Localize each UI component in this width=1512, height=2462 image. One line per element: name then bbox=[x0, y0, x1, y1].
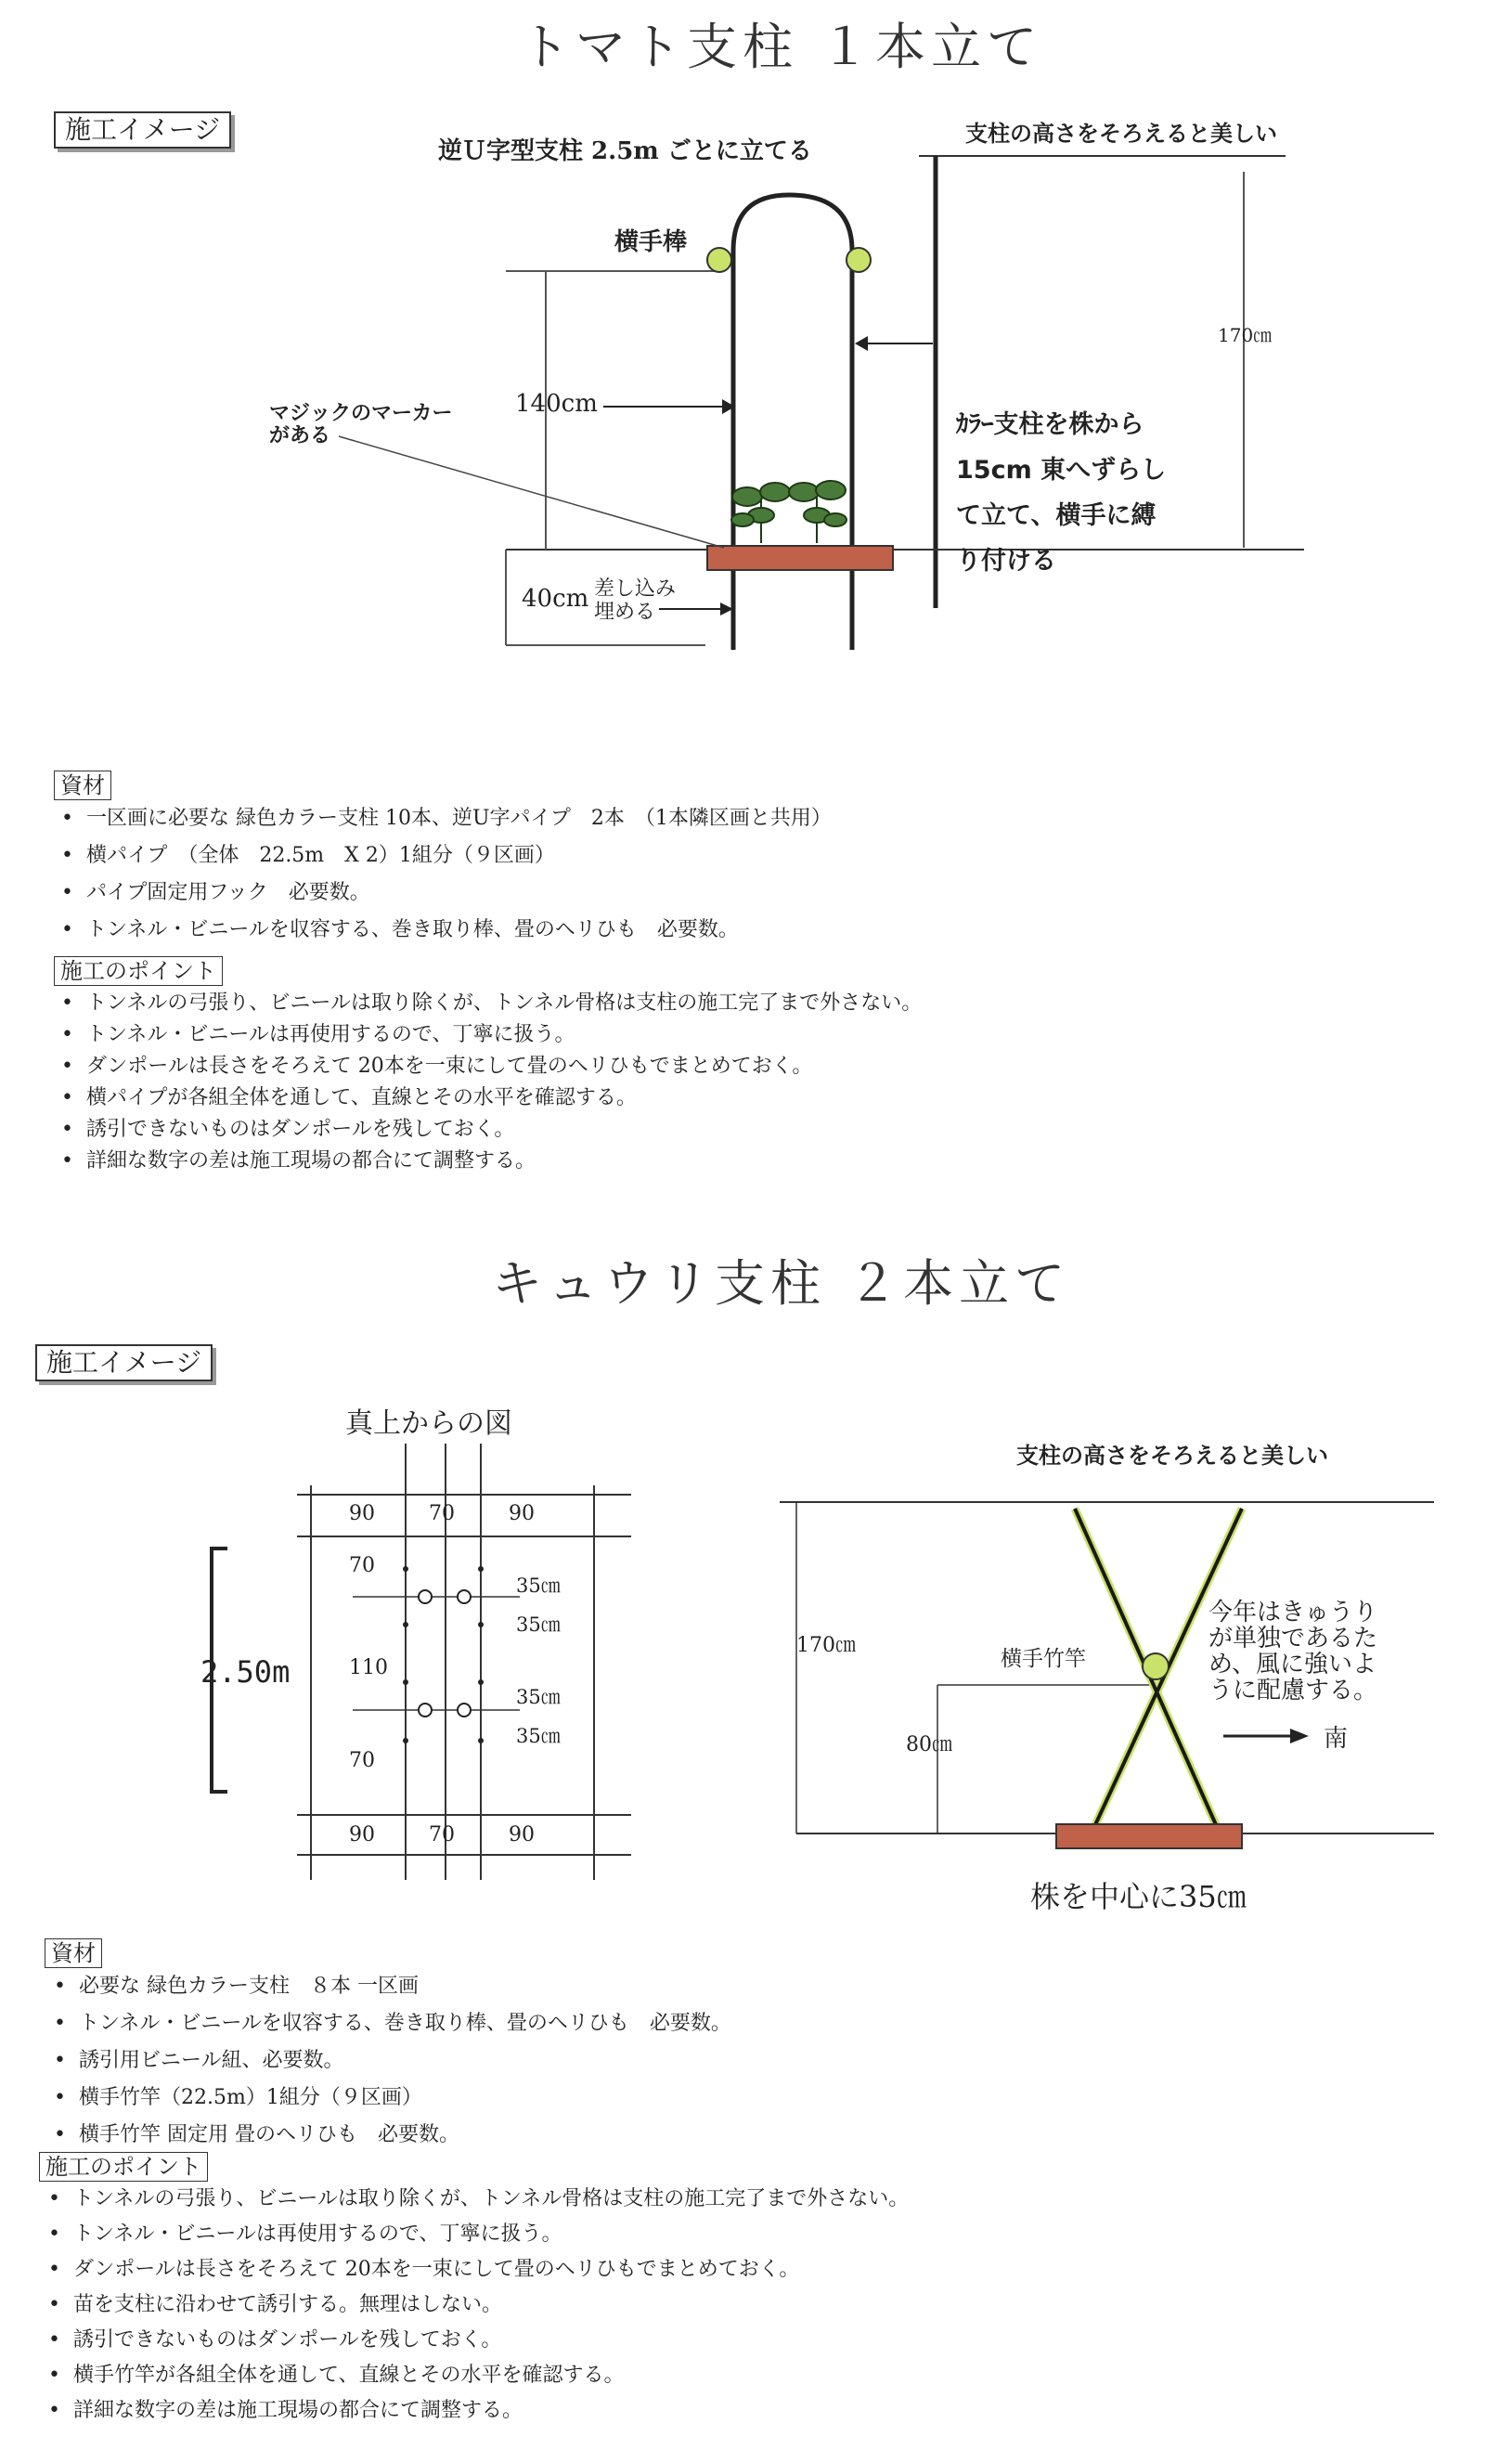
grid-bottom-2: 70 bbox=[429, 1823, 455, 1846]
grid-right-4: 35㎝ bbox=[516, 1725, 561, 1747]
list-item: • 誘引できないものはダンポールを残しておく。 bbox=[48, 2323, 909, 2358]
plant-spot-icon bbox=[458, 1704, 471, 1717]
list-item: • 横パイプ （全体 22.5m X 2）1組分（９区画） bbox=[61, 837, 832, 875]
grid-top-3: 90 bbox=[509, 1502, 535, 1525]
bamboo-crossbar-icon bbox=[1143, 1653, 1169, 1679]
grid-top-1: 90 bbox=[349, 1502, 375, 1525]
insert-label-2: 埋める bbox=[594, 601, 656, 624]
top-view-title: 真上からの図 bbox=[345, 1407, 512, 1440]
south-arrow-icon bbox=[1290, 1729, 1309, 1743]
cucumber-points-tag: 施工のポイント bbox=[39, 2152, 208, 2182]
bamboo-crossbar-label: 横手竹竿 bbox=[1001, 1647, 1086, 1671]
grid-right-3: 35㎝ bbox=[516, 1686, 561, 1708]
length-2-50-label: 2.50m bbox=[200, 1654, 291, 1690]
u-support-label: 逆Ｕ字型支柱 2.5m ごとに立てる bbox=[438, 137, 812, 165]
list-item: • トンネルの弓張り、ビニールは取り除くが、トンネル骨格は支柱の施工完了まで外さない。 bbox=[61, 988, 922, 1019]
cucumber-height-80-label: 80㎝ bbox=[906, 1733, 952, 1756]
tomato-points-tag: 施工のポイント bbox=[54, 956, 223, 986]
cucumber-section-image-tag: 施工イメージ bbox=[35, 1344, 213, 1381]
plant-spot-icon bbox=[458, 1590, 471, 1603]
color-pole-note-2: 15cm 東へずらし bbox=[956, 456, 1167, 485]
list-item: • 誘引用ビニール紐、必要数。 bbox=[54, 2042, 731, 2080]
list-item: • 必要な 緑色カラー支柱 ８本 一区画 bbox=[54, 1968, 731, 2005]
plant-spot-icon bbox=[419, 1590, 432, 1603]
list-item: • 横手竹竿（22.5m）1組分（９区画） bbox=[54, 2080, 731, 2117]
magic-marker-label: マジックのマーカー bbox=[269, 402, 453, 425]
wind-note-2: が単独であるた bbox=[1208, 1625, 1378, 1652]
cucumber-height-uniform-label: 支柱の高さをそろえると美しい bbox=[1016, 1443, 1328, 1469]
list-item: • 横パイプが各組全体を通して、直線とその水平を確認する。 bbox=[61, 1082, 922, 1114]
list-item: • トンネル・ビニールを収容する、巻き取り棒、畳のヘリひも 必要数。 bbox=[61, 912, 832, 949]
tomato-title: トマト支柱 １本立て bbox=[520, 18, 1043, 76]
tomato-materials-tag: 資材 bbox=[54, 771, 111, 800]
magic-marker-label-2: がある bbox=[269, 424, 331, 447]
list-item: • 横手竹竿 固定用 畳のヘリひも 必要数。 bbox=[54, 2117, 731, 2154]
list-item: • トンネル・ビニールは再使用するので、丁寧に扱う。 bbox=[48, 2217, 909, 2252]
grid-left-3: 70 bbox=[349, 1749, 375, 1772]
crossbar-label: 横手棒 bbox=[614, 228, 688, 256]
list-item: • トンネルの弓張り、ビニールは取り除くが、トンネル骨格は支柱の施工完了まで外さない。 bbox=[48, 2182, 909, 2217]
list-item: • パイプ固定用フック 必要数。 bbox=[61, 875, 832, 912]
cucumber-title: キュウリ支柱 ２本立て bbox=[492, 1254, 1071, 1313]
list-item: • 一区画に必要な 緑色カラー支柱 10本、逆U字パイプ 2本 （1本隣区画と共用） bbox=[61, 800, 832, 837]
height-uniform-label: 支柱の高さをそろえると美しい bbox=[965, 121, 1277, 147]
color-pole-note-3: て立て、横手に縛 bbox=[956, 501, 1157, 530]
wind-note-1: 今年はきゅうり bbox=[1208, 1599, 1378, 1626]
grid-bottom-3: 90 bbox=[509, 1823, 535, 1846]
list-item: • ダンポールは長さをそろえて 20本を一束にして畳のヘリひもでまとめておく。 bbox=[61, 1051, 922, 1082]
wind-note-3: め、風に強いよ bbox=[1208, 1651, 1376, 1678]
list-item: • 横手竹竿が各組全体を通して、直線とその水平を確認する。 bbox=[48, 2358, 909, 2393]
south-label: 南 bbox=[1324, 1725, 1349, 1753]
cucumber-materials-tag: 資材 bbox=[45, 1938, 102, 1968]
plant-spot-icon bbox=[419, 1704, 432, 1717]
cucumber-materials-list bbox=[54, 1968, 731, 2154]
depth-40-label: 40cm bbox=[522, 585, 589, 613]
cucumber-height-170-label: 170㎝ bbox=[796, 1634, 856, 1657]
height-140-label: 140cm bbox=[515, 390, 598, 418]
list-item: • 誘引できないものはダンポールを残しておく。 bbox=[61, 1114, 922, 1146]
grid-left-1: 70 bbox=[349, 1554, 375, 1577]
grid-bottom-1: 90 bbox=[349, 1823, 375, 1846]
grid-right-2: 35㎝ bbox=[516, 1613, 561, 1636]
color-pole-note-4: り付ける bbox=[956, 547, 1056, 576]
insert-label-1: 差し込み bbox=[594, 577, 677, 601]
center-35-label: 株を中心に35㎝ bbox=[1030, 1879, 1247, 1914]
list-item: • トンネル・ビニールを収容する、巻き取り棒、畳のヘリひも 必要数。 bbox=[54, 2005, 731, 2042]
grid-top-2: 70 bbox=[429, 1502, 455, 1525]
grid-left-2: 110 bbox=[349, 1656, 388, 1679]
list-item: • 詳細な数字の差は施工現場の都合にて調整する。 bbox=[48, 2393, 909, 2429]
list-item: • トンネル・ビニールは再使用するので、丁寧に扱う。 bbox=[61, 1019, 922, 1051]
list-item: • 詳細な数字の差は施工現場の都合にて調整する。 bbox=[61, 1146, 922, 1177]
grid-right-1: 35㎝ bbox=[516, 1574, 561, 1597]
cucumber-points-list bbox=[48, 2182, 909, 2429]
cucumber-soil-bed bbox=[1056, 1824, 1242, 1848]
color-pole-note-1: ｶﾗｰ支柱を株から bbox=[956, 410, 1144, 439]
list-item: • ダンポールは長さをそろえて 20本を一束にして畳のヘリひもでまとめておく。 bbox=[48, 2252, 909, 2287]
list-item: • 苗を支柱に沿わせて誘引する。無理はしない。 bbox=[48, 2287, 909, 2323]
tomato-section-image-tag: 施工イメージ bbox=[54, 111, 231, 149]
wind-note-4: うに配慮する。 bbox=[1208, 1677, 1378, 1704]
height-170-label: 170㎝ bbox=[1218, 324, 1273, 346]
